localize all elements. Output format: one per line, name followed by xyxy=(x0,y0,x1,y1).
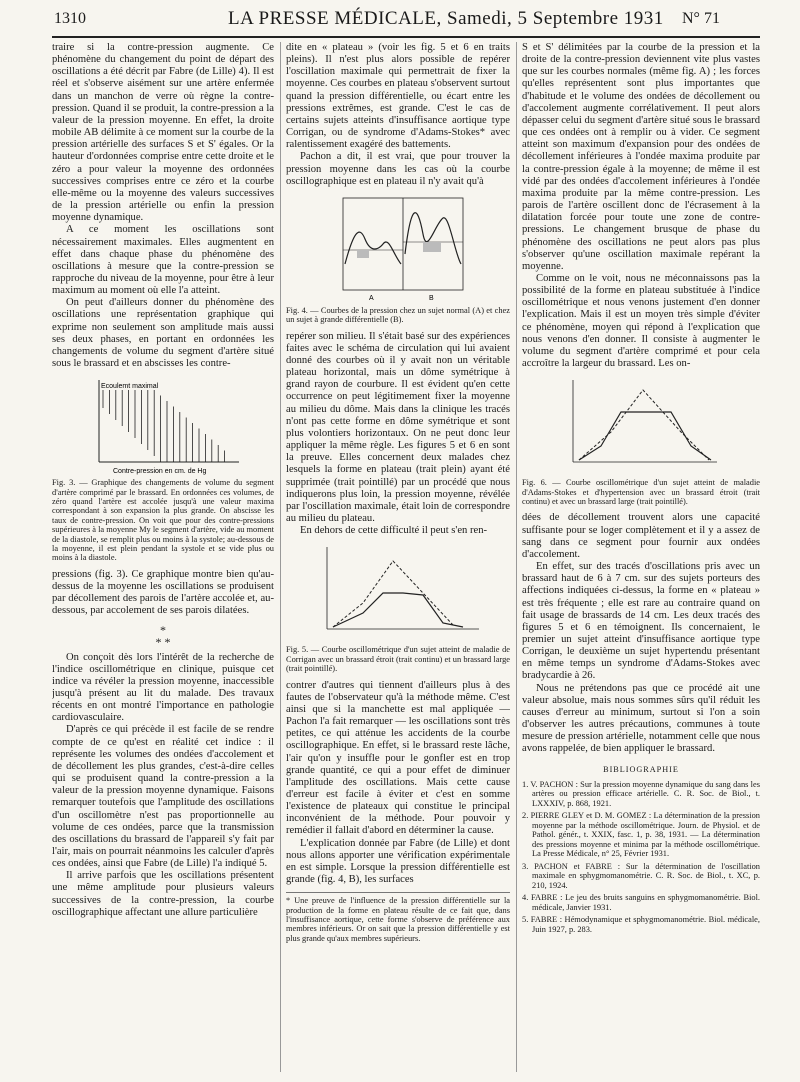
column-divider xyxy=(280,42,281,1072)
column-divider xyxy=(516,42,517,1072)
bibliography-entry: 1. V. PACHON : Sur la pression moyenne dynamique du sang dans les artères ou pression efficace artérielle. C. R. Soc. de Biol., t. LXXXIV, p. 868, 1921. xyxy=(522,779,760,808)
paragraph: contrer d'autres qui tiennent d'ailleurs plus à des fautes de l'observateur qu'à la méthode même. C'est ainsi que si la manchette est mal appliquée — Pachon l'a fait remarquer — les oscillations sont très petites, ce qui atténue les accidents de la courbe oscillographique. En effet, si le brassard reste lâche, l'air qu'on y insuffle pour le gonfler est en trop grande quantité, ce qui a pour effet de diminuer l'amplitude des oscillations. Mais cette cause d'erreur est facile à éviter et c'est en somme l'existence de plateaux qui constitue le principal inconvénient de la méthode. Pour pouvoir y remédier il fallait d'abord en déterminer la cause. xyxy=(286,679,510,837)
bibliography-entry: 2. PIERRE GLEY et D. M. GOMEZ : La détermination de la pression moyenne par la méthode oscillométrique. Journ. de Physiol. et de Pathol. génér., t. XXIX, fasc. 1, p. 38, 1931. — La détermination des pressions moyenne et minima par la méthode oscillométrique. La Presse Médicale, n° 25, Février 1931. xyxy=(522,811,760,859)
bibliography-entry: 4. FABRE : Le jeu des bruits sanguins en sphygmomanométrie. Biol. médicale, Janvier 1931. xyxy=(522,893,760,912)
figure-caption: Fig. 4. — Courbes de la pression chez un sujet normal (A) et chez un sujet à grande différentielle (B). xyxy=(286,305,510,325)
bibliography-entry: 5. FABRE : Hémodynamique et sphygmomanométrie. Biol. médicale, Juin 1927, p. 283. xyxy=(522,915,760,934)
paragraph: S et S' délimitées par la courbe de la pression et la droite de la contre-pression deviennent vite plus vastes que sur les courbes normales (même fig. A) ; les forces qu'elles représentent sont plus importantes que d'habitude et le volume des ondées de décollement ou d'accolement augmente corrélativement. Il peut alors dépasser celui du segment d'artère situé sous le brassard que ces ondées ont à remplir ou à vider. Ce segment atteint son maximum d'expansion pour des ondées de décollement inférieures à l'ondée maxima produite par la contre-pression égale à la moyenne; de même il est vidé par des ondées d'accolement inférieures à l'ondée maxima produite par la même contre-pression. Les parois de l'artère oscillent donc de l'écrasement à la dilatation forcée pour toute une zone de contre-pressions. Le changement brusque de phase du phénomène des oscillations ne peut alors pas plus s'observer qu'une oscillation maximale repérant la moyenne. xyxy=(522,42,760,272)
bibliography-entry: 3. PACHON et FABRE : Sur la détermination de l'oscillation maximale en sphygmomanométrie. C. R. Soc. de Biol., t. XC, p. 210, 1924. xyxy=(522,861,760,890)
figure-caption: Fig. 5. — Courbe oscillométrique d'un sujet atteint de maladie de Corrigan avec un brassard étroit (trait continu) et un brassard large (trait pointillé). xyxy=(286,645,510,674)
page-number: 1310 xyxy=(54,10,86,27)
column-2 xyxy=(286,42,510,1078)
figure-caption: Fig. 6. — Courbe oscillométrique d'un sujet atteint de maladie d'Adams-Stokes et d'hypertension avec un brassard étroit (trait continu) et avec un brassard large (trait pointillé). xyxy=(522,478,760,507)
section-stars: * * * xyxy=(155,622,171,649)
figure-3 xyxy=(83,376,243,476)
fig3-xlabel: Contre-pression en cm. de Hg xyxy=(113,468,207,476)
figure-5 xyxy=(313,543,483,643)
paragraph: Comme on le voit, nous ne méconnaissons pas la possibilité de la forme en plateau substituée à l'indice oscillométrique et nous venons justement d'en donner l'explication. Mais il est un moyen très simple d'éviter ce phénomène, moyen qui répond à l'explication que nous venons d'en donner. Il consiste à augmenter le volume du segment d'artère comprimé et pour cela accroître la largeur du brassard. Les on- xyxy=(522,272,760,370)
paragraph: dite en « plateau » (voir les fig. 5 et 6 en traits pleins). Il n'est plus alors possible de repérer l'oscillation maximale qui permettrait de fixer la moyenne. Ces courbes en plateau s'observent surtout quand la pression différentielle, ou écart entre les pressions extrêmes, est grande. C'est le cas de certains sujets atteints d'insuffisance aortique type Corrigan, ou de syndrome d'Adams-Stokes* avec ralentissement exagéré des battements. xyxy=(286,42,510,151)
paragraph: L'explication donnée par Fabre (de Lille) et dont nous allons apporter une vérification expérimentale en est simple. Lorsque la pression différentielle est grande (fig. 4, B), les surfaces xyxy=(286,837,510,886)
paragraph: A ce moment les oscillations sont nécessairement maximales. Elles augmentent en effet dans chaque phase du phénomène des oscillations à mesure que la contre-pression se rapproche du niveau de la moyenne, pour être à leur maximum au moment où elle l'a atteint. xyxy=(52,224,274,297)
column-3 xyxy=(522,42,760,1078)
fig4-label-a: A xyxy=(369,294,374,302)
bibliography-heading: BIBLIOGRAPHIE xyxy=(603,764,679,774)
figure-6 xyxy=(561,376,721,476)
fig3-ylabel: Ecoulemt maximal xyxy=(101,383,159,391)
paragraph: Il arrive parfois que les oscillations présentent une même amplitude pour plusieurs valeurs successives de la contre-pression, la courbe oscillographique affectant une allure particulière xyxy=(52,870,274,918)
footnote: * Une preuve de l'influence de la pression différentielle sur la production de la forme en plateau résulte de ce fait que, dans l'insuffisance aortique, cette forme s'observe de préférence aux membres inférieurs. Or on sait que la pression différentielle y est plus grande qu'aux membres supérieurs. xyxy=(286,892,510,943)
paragraph: pressions (fig. 3). Ce graphique montre bien qu'au-dessus de la moyenne les oscillations se produisent par décollement des parois de l'artère accolée et, au-dessous, par accolement de ses parois dilatées. xyxy=(52,568,274,617)
paragraph: En effet, sur des tracés d'oscillations pris avec un brassard haut de 6 à 7 cm. sur des sujets porteurs des affections indiquées ci-dessus, la forme en « plateau » est très fréquente ; elle est rare au contraire quand on fait usage de brassards de 14 cm. Les deux tracés des figures 5 et 6 en témoignent. Ils concernaient, le premier un sujet atteint d'insuffisance aortique type Corrigan, le deuxième un sujet hypertendu présentant en même temps un syndrome d'Adams-Stokes avec bradycardie à 26. xyxy=(522,561,760,682)
paragraph: traire si la contre-pression augmente. Ce phénomène du changement du point de départ des oscillations a été décrit par Fabre (de Lille) 4). Il est réel et s'observe aisément sur une artère enfermée dans un manchon de verre où règne la contre-pression. Quand il se produit, la contre-pression a la valeur de la pression moyenne. En effet, la droite mobile AB délimite à ce moment sur la courbe de la pression artérielle des surfaces S et S' égales. Or la hauteur d'ordonnées comprise entre cette droite et le zéro a pour valeur la moyenne des ordonnées successives comprises entre ce zéro et la courbe elle-même ou la moyenne des valeurs successives de la pression artérielle ou enfin la pression moyenne dynamique. xyxy=(52,42,274,224)
paragraph: repérer son milieu. Il s'était basé sur des expériences faites avec le schéma de circulation qui lui avaient donné des courbes où il y avait non un véritable plateau horizontal, mais un dôme symétrique à grand rayon de courbure. Il est évident qu'en cette occurrence on peut légitimement fixer la moyenne au milieu du dôme. Mais dans la clinique les tracés n'ont pas cette forme en dôme symétrique et sont plus volontiers horizontaux. On ne peut donc leur appliquer la même règle. Les figures 5 et 6 en sont la preuve. Elles concernent deux malades chez lesquels la forme en plateau (trait plein) ayant été supprimée (trait pointillé) par un procédé que nous indiquerons plus loin, la pression moyenne, révélée par l'oscillation maximale, était loin de correspondre au milieu du plateau. xyxy=(286,330,510,525)
header-rule xyxy=(52,36,760,38)
paragraph: On conçoit dès lors l'intérêt de la recherche de l'indice oscillométrique en clinique, puisque cet indice va révéler la pression moyenne, inaccessible jusqu'à présent au lit du malade. Des travaux récents en ont montré l'importance en pathologie cardiovasculaire. xyxy=(52,651,274,724)
paragraph: Nous ne prétendons pas que ce procédé ait une valeur absolue, mais nous sommes sûrs qu'il réduit les causes d'erreur au minimum, surtout si l'on a soin d'observer les autres précautions, communes à toute mesure de pression artérielle, notamment celle que nous avons rappelée, de bien appliquer le brassard. xyxy=(522,682,760,755)
column-1 xyxy=(52,42,274,1078)
fig4-label-b: B xyxy=(429,294,434,302)
page-header xyxy=(0,4,800,38)
paragraph: On peut d'ailleurs donner du phénomène des oscillations une représentation graphique qui exprime non seulement son amplitude mais aussi ses deux phases, en portant en ordonnées les changements de volume du segment d'artère situé sous le brassard et en abscisses les contre- xyxy=(52,297,274,370)
issue-number: N° 71 xyxy=(682,10,720,27)
journal-title: LA PRESSE MÉDICALE, Samedi, 5 Septembre 1931 xyxy=(228,8,664,29)
paragraph: Pachon a dit, il est vrai, que pour trouver la pression moyenne dans les cas où la courbe oscillographique est en plateau il n'y avait qu'à xyxy=(286,151,510,187)
paragraph: D'après ce qui précède il est facile de se rendre compte de ce qu'est en réalité cet indice : il représente les volumes des ondées d'accolement et de décollement les plus grandes, c'est-à-dire celles qui se produisent quand la contre-pression a la valeur de la pression moyenne dynamique. Faisons remarquer toutefois que l'amplitude des oscillations d'un oscillomètre n'est pas proportionnelle au volume de ces ondées, parce que la transmission des oscillations du brassard de l'appareil s'y fait par l'air, mais on pourrait néanmoins les calculer d'après ces ondées, ainsi que Fabre (de Lille) l'a indiqué 5. xyxy=(52,724,274,870)
figure-caption: Fig. 3. — Graphique des changements de volume du segment d'artère comprimé par le brassard. En ordonnées ces volumes, de zéro quand l'artère est accolée jusqu'à une valeur maxima correspondant à son expansion la plus grande. On abscisse les taux de contre-pression. On voit que pour des contre-pressions supérieures à la moyenne My le segment d'artère, vide au moment de la diastole, se remplit plus ou moins à la systole; au-dessous de la moyenne, il est plein pendant la systole et se vide plus ou moins à la diastole. xyxy=(52,478,274,563)
paragraph: En dehors de cette difficulté il peut s'en ren- xyxy=(300,525,488,537)
figure-4 xyxy=(323,194,473,304)
paragraph: dées de décollement trouvent alors une capacité suffisante pour se loger complètement et il y a assez de sang dans ce segment pour fournir aux ondées d'accolement. xyxy=(522,512,760,560)
